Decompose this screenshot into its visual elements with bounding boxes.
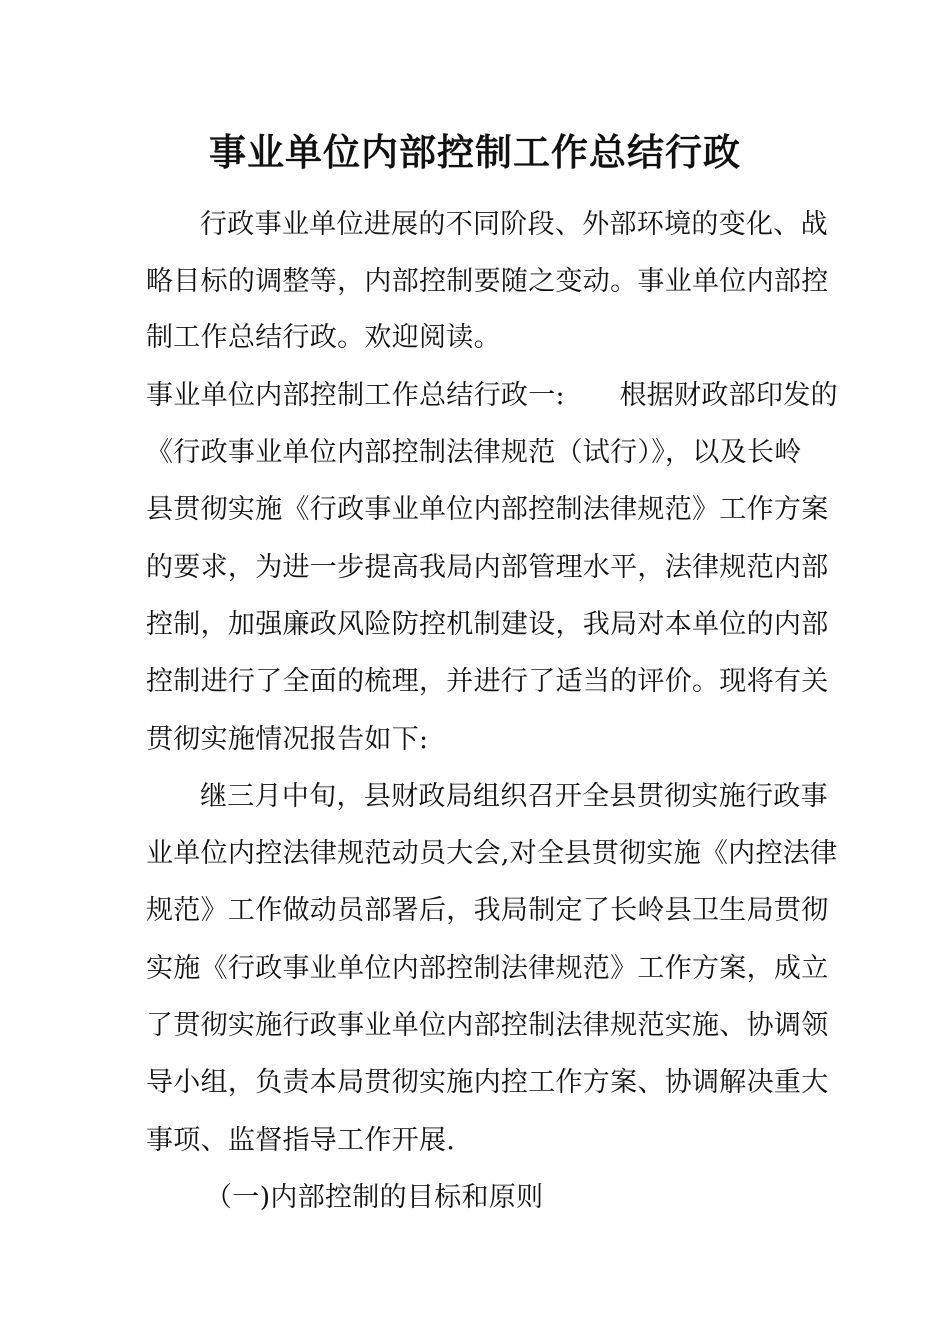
section-heading: （一)内部控制的目标和原则 xyxy=(205,1182,544,1213)
body-line: 《行政事业单位内部控制法律规范（试行）》，以及长岭 xyxy=(146,437,802,468)
body-line: 贯彻实施情况报告如下: xyxy=(146,724,429,755)
body-line: 行政事业单位进展的不同阶段、外部环境的变化、战 xyxy=(200,209,828,240)
body-line: 控制进行了全面的梳理，并进行了适当的评价。现将有关 xyxy=(146,666,829,697)
body-line: 略目标的调整等，内部控制要随之变动。事业单位内部控 xyxy=(146,266,829,297)
body-line: 事项、监督指导工作开展. xyxy=(146,1125,456,1156)
body-line: 控制，加强廉政风险防控机制建设，我局对本单位的内部 xyxy=(146,609,829,640)
body-line: 继三月中旬，县财政局组织召开全县贯彻实施行政事 xyxy=(200,781,828,812)
body-line: 导小组，负责本局贯彻实施内控工作方案、协调解决重大 xyxy=(146,1067,829,1098)
body-line: 实施《行政事业单位内部控制法律规范》工作方案，成立 xyxy=(146,953,829,984)
body-line: 县贯彻实施《行政事业单位内部控制法律规范》工作方案 xyxy=(146,494,829,525)
body-line: 制工作总结行政。欢迎阅读。 xyxy=(146,322,501,353)
body-line: 了贯彻实施行政事业单位内部控制法律规范实施、协调领 xyxy=(146,1010,829,1041)
body-line: 业单位内控法律规范动员大会,对全县贯彻实施《内控法律 xyxy=(146,838,838,869)
body-line: 事业单位内部控制工作总结行政一: 根据财政部印发的 xyxy=(146,380,838,411)
document-title: 事业单位内部控制工作总结行政 xyxy=(209,131,741,174)
body-line: 规范》工作做动员部署后，我局制定了长岭县卫生局贯彻 xyxy=(146,895,829,926)
body-line: 的要求，为进一步提高我局内部管理水平，法律规范内部 xyxy=(146,552,829,583)
